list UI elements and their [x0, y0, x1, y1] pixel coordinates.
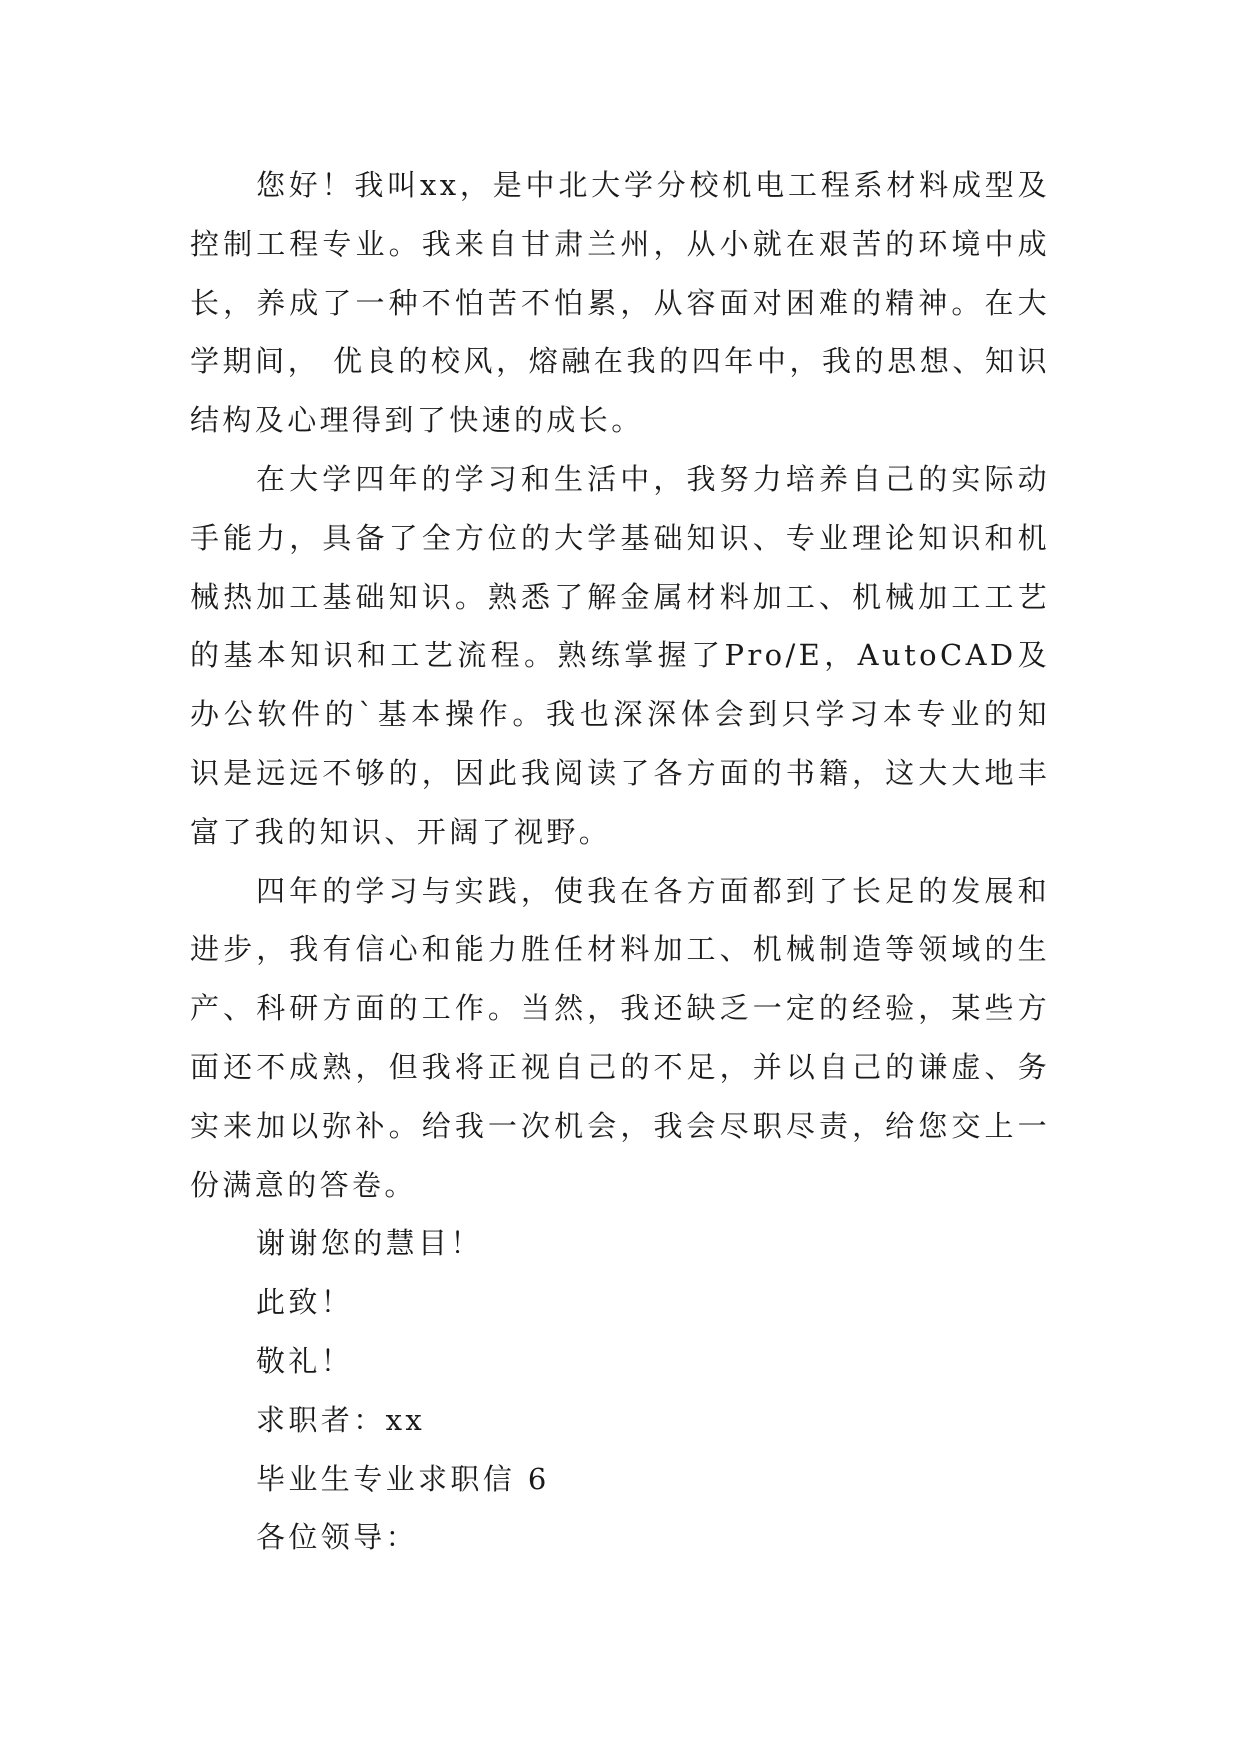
thanks-line: 谢谢您的慧目！ — [256, 1226, 483, 1261]
closing-line-1: 此致！ — [256, 1285, 354, 1320]
next-letter-title: 毕业生专业求职信 6 — [256, 1461, 550, 1496]
letter-body — [190, 156, 1050, 1567]
closing-line-2: 敬礼！ — [256, 1343, 354, 1378]
signature-line: 求职者：xx — [256, 1402, 426, 1437]
paragraph-introduction: 您好！我叫xx，是中北大学分校机电工程系材料成型及控制工程专业。我来自甘肃兰州，从小就在艰苦的环境中成长，养成了一种不怕苦不怕累，从容面对困难的精神。在大学期间， 优良的校风，熔融在我的四年中，我的思想、知识结构及心理得到了快速的成长。 — [190, 168, 1050, 438]
paragraph-study-life: 在大学四年的学习和生活中，我努力培养自己的实际动手能力，具备了全方位的大学基础知识、专业理论知识和机械热加工基础知识。熟悉了解金属材料加工、机械加工工艺的基本知识和工艺流程。熟练掌握了Pro/E，AutoCAD及办公软件的`基本操作。我也深深体会到只学习本专业的知识是远远不够的，因此我阅读了各方面的书籍，这大大地丰富了我的知识、开阔了视野。 — [190, 461, 1050, 849]
paragraph-practice: 四年的学习与实践，使我在各方面都到了长足的发展和进步，我有信心和能力胜任材料加工、机械制造等领域的生产、科研方面的工作。当然，我还缺乏一定的经验，某些方面还不成熟，但我将正视自己的不足，并以自己的谦虚、务实来加以弥补。给我一次机会，我会尽职尽责，给您交上一份满意的答卷。 — [190, 873, 1050, 1202]
next-letter-salutation: 各位领导： — [256, 1520, 419, 1555]
